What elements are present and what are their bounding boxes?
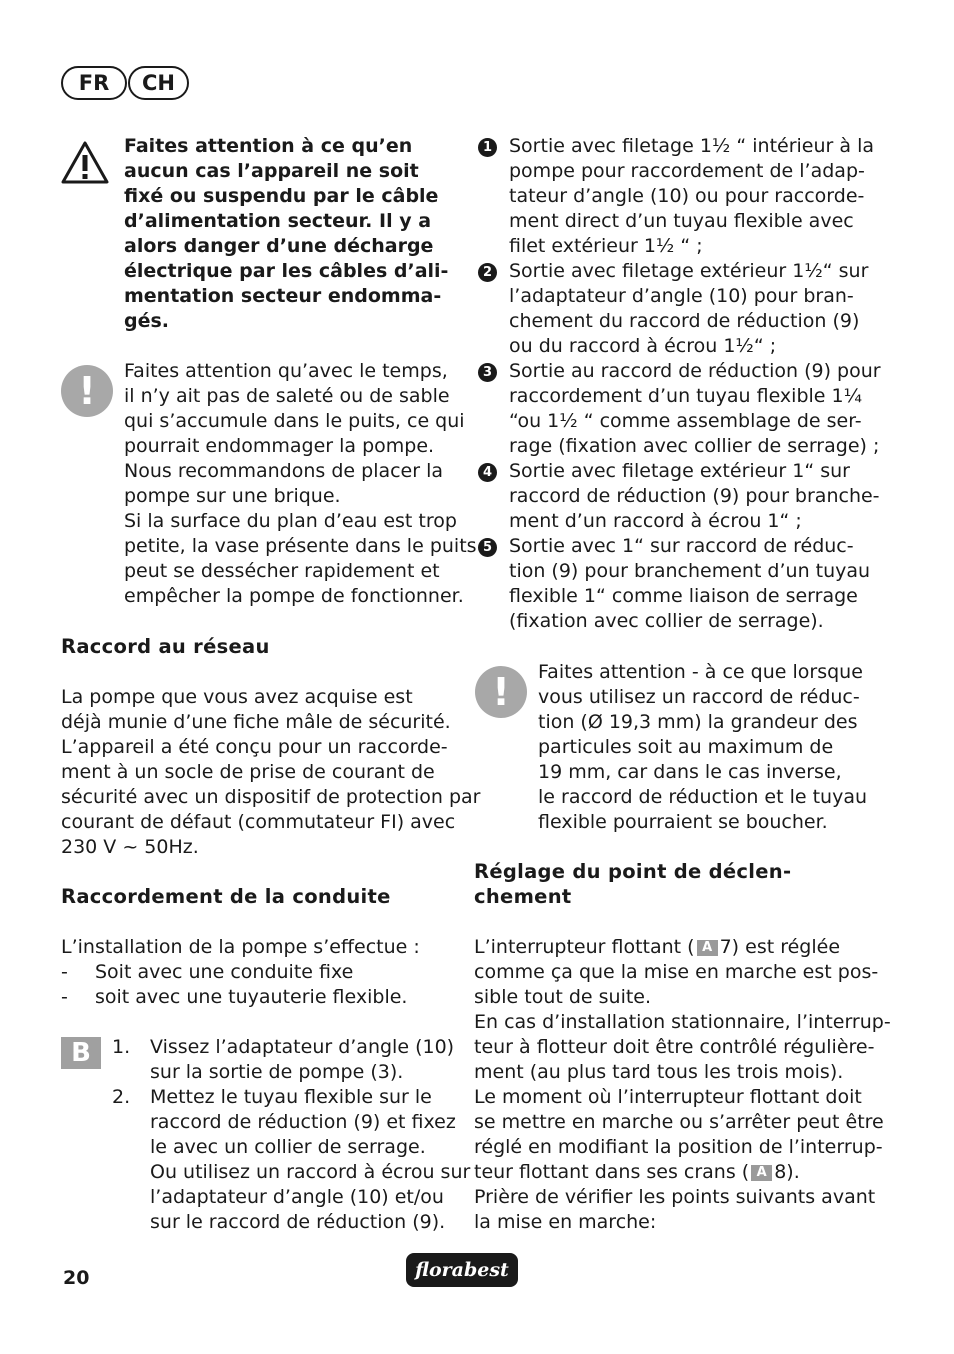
outlet-number-badge: 3 [478, 363, 497, 382]
outlet-line: Sortie avec filetage extérieur 1½“ sur [509, 260, 869, 282]
heading-line: Réglage du point de déclen- [474, 860, 792, 883]
note-line: empêcher la pompe de fonctionner. [124, 585, 464, 607]
outlet-item [478, 359, 881, 459]
paragraph-line: sible tout de suite. [474, 986, 652, 1008]
step-line: raccord de réduction (9) et fixez [150, 1111, 456, 1133]
outlets-list [478, 134, 881, 634]
outlet-line: Sortie avec filetage 1½ “ intérieur à la [509, 135, 874, 157]
paragraph-line: se mettre en marche ou s’arrêter peut être [474, 1111, 884, 1133]
note-line: vous utilisez un raccord de réduc- [538, 686, 860, 708]
paragraph-line: comme ça que la mise en marche est pos- [474, 961, 879, 983]
note-line: il n’y ait pas de saleté ou de sable [124, 385, 450, 407]
warning-triangle-icon [60, 140, 110, 186]
warning-line: aucun cas l’appareil ne soit [124, 160, 419, 182]
warning-line: Faites attention à ce qu’en [124, 135, 413, 157]
warning-line: fixé ou suspendu par le câble [124, 185, 439, 207]
outlet-line: Sortie avec filetage extérieur 1“ sur [509, 460, 850, 482]
outlet-number-badge: 2 [478, 263, 497, 282]
note-dirt-text [124, 359, 477, 609]
outlet-line: l’adaptateur d’angle (10) pour bran- [509, 285, 854, 307]
step-item [112, 1085, 471, 1235]
note-line: le raccord de réduction et le tuyau [538, 786, 868, 808]
bullet-mark: - [61, 961, 68, 983]
paragraph-line: ment à un socle de prise de courant de [61, 761, 435, 783]
page-number: 20 [63, 1267, 90, 1289]
step-line: Ou utilisez un raccord à écrou sur [150, 1161, 471, 1183]
paragraph-line: La pompe que vous avez acquise est [61, 686, 413, 708]
outlet-line: raccordement d’un tuyau flexible 1¼ [509, 385, 863, 407]
note-line: pourrait endommager la pompe. [124, 435, 435, 457]
outlet-line: tion (9) pour branchement d’un tuyau [509, 560, 871, 582]
outlet-number-badge: 4 [478, 463, 497, 482]
outlet-item [478, 259, 878, 359]
outlet-item [478, 459, 878, 534]
lang-badge-fr: FR [61, 66, 127, 100]
paragraph-line: Prière de vérifier les points suivants avant [474, 1186, 876, 1208]
note-line: Nous recommandons de placer la [124, 460, 444, 482]
pipe-intro: L’installation de la pompe s’effectue : [61, 936, 420, 958]
step-number: 1. [112, 1036, 131, 1058]
paragraph-line: teur à flotteur doit être contrôlé régulière- [474, 1036, 875, 1058]
step-line: l’adaptateur d’angle (10) et/ou [150, 1186, 444, 1208]
figure-b-label: B [61, 1037, 101, 1069]
bullet-text: Soit avec une conduite fixe [95, 961, 354, 983]
outlet-line: ment direct d’un tuyau flexible avec [509, 210, 854, 232]
note-line: 19 mm, car dans le cas inverse, [538, 761, 842, 783]
section-heading-trigger [474, 859, 874, 909]
heading-line: chement [474, 885, 572, 908]
outlet-number-badge: 1 [478, 138, 497, 157]
outlet-item [478, 534, 878, 634]
warning-line: d’alimentation secteur. Il y a [124, 210, 432, 232]
paragraph-line: la mise en marche: [474, 1211, 657, 1233]
exclamation-icon: ! [61, 365, 113, 417]
outlet-line: ment d’un raccord à écrou 1“ ; [509, 510, 802, 532]
bullet-text: soit avec une tuyauterie flexible. [95, 986, 408, 1008]
outlet-line: Sortie au raccord de réduction (9) pour [509, 360, 881, 382]
paragraph-line: courant de défaut (commutateur FI) avec [61, 811, 456, 833]
note-line: qui s’accumule dans le puits, ce qui [124, 410, 465, 432]
note-line: Faites attention - à ce que lorsque [538, 661, 863, 683]
network-text [61, 685, 481, 860]
bullet-item [61, 985, 461, 1010]
step-item [112, 1035, 455, 1085]
paragraph-line: 230 V ~ 50Hz. [61, 836, 199, 858]
note-line: peut se dessécher rapidement et [124, 560, 440, 582]
note-line: particules soit au maximum de [538, 736, 834, 758]
exclamation-icon: ! [475, 666, 527, 718]
section-heading-pipe: Raccordement de la conduite [61, 885, 391, 908]
warning-line: gés. [124, 310, 170, 332]
note-line: Faites attention qu’avec le temps, [124, 360, 448, 382]
note-line: petite, la vase présente dans le puits [124, 535, 477, 557]
outlet-line: ou du raccord à écrou 1½“ ; [509, 335, 777, 357]
paragraph-line: En cas d’installation stationnaire, l’interrup- [474, 1011, 891, 1033]
paragraph-line: ment (au plus tard tous les trois mois). [474, 1061, 844, 1083]
outlet-line: “ou 1½ “ comme assemblage de ser- [509, 410, 862, 432]
step-number: 2. [112, 1086, 131, 1108]
note-line: flexible pourraient se boucher. [538, 811, 828, 833]
note-line: tion (Ø 19,3 mm) la grandeur des [538, 711, 858, 733]
pipe-bullets [61, 960, 461, 1010]
trigger-text [474, 935, 891, 1235]
outlet-line: tateur d’angle (10) ou pour raccorde- [509, 185, 865, 207]
figure-a-label: A [697, 940, 718, 956]
step-line: sur le raccord de réduction (9). [150, 1211, 446, 1233]
note-particles-text [538, 660, 868, 835]
step-line: Vissez l’adaptateur d’angle (10) [150, 1036, 455, 1058]
warning-text [124, 134, 454, 334]
bullet-item [61, 960, 461, 985]
paragraph-line: L’appareil a été conçu pour un raccorde- [61, 736, 448, 758]
step-line: le avec un collier de serrage. [150, 1136, 426, 1158]
paragraph-line: réglé en modifiant la position de l’interrup- [474, 1136, 883, 1158]
outlet-line: raccord de réduction (9) pour branche- [509, 485, 880, 507]
note-line: Si la surface du plan d’eau est trop [124, 510, 457, 532]
paragraph-line: Le moment où l’interrupteur flottant doit [474, 1086, 862, 1108]
outlet-line: pompe pour raccordement de l’adap- [509, 160, 865, 182]
outlet-line: Sortie avec 1“ sur raccord de réduc- [509, 535, 854, 557]
florabest-logo: florabest [406, 1253, 518, 1287]
warning-line: alors danger d’une décharge [124, 235, 434, 257]
section-heading-network: Raccord au réseau [61, 635, 270, 658]
outlet-line: (fixation avec collier de serrage). [509, 610, 824, 632]
warning-line: mentation secteur endomma- [124, 285, 442, 307]
outlet-number-badge: 5 [478, 538, 497, 557]
figure-a-label: A [751, 1165, 772, 1181]
note-line: pompe sur une brique. [124, 485, 341, 507]
trigger-line-box: teur flottant dans ses crans ( A 8). [474, 1161, 800, 1183]
outlet-line: filet extérieur 1½ “ ; [509, 235, 703, 257]
lang-badge-ch: CH [128, 66, 189, 100]
paragraph-line: déjà munie d’une fiche mâle de sécurité. [61, 711, 451, 733]
outlet-line: rage (fixation avec collier de serrage) ; [509, 435, 880, 457]
outlet-line: flexible 1“ comme liaison de serrage [509, 585, 858, 607]
paragraph-line: sécurité avec un dispositif de protection par [61, 786, 481, 808]
pipe-steps [112, 1035, 471, 1235]
bullet-mark: - [61, 986, 68, 1008]
step-line: Mettez le tuyau flexible sur le [150, 1086, 432, 1108]
warning-line: électrique par les câbles d’ali- [124, 260, 449, 282]
step-line: sur la sortie de pompe (3). [150, 1061, 404, 1083]
outlet-item [478, 134, 878, 259]
trigger-line-1: L’interrupteur flottant ( A 7) est réglée [474, 936, 841, 958]
outlet-line: chement du raccord de réduction (9) [509, 310, 860, 332]
